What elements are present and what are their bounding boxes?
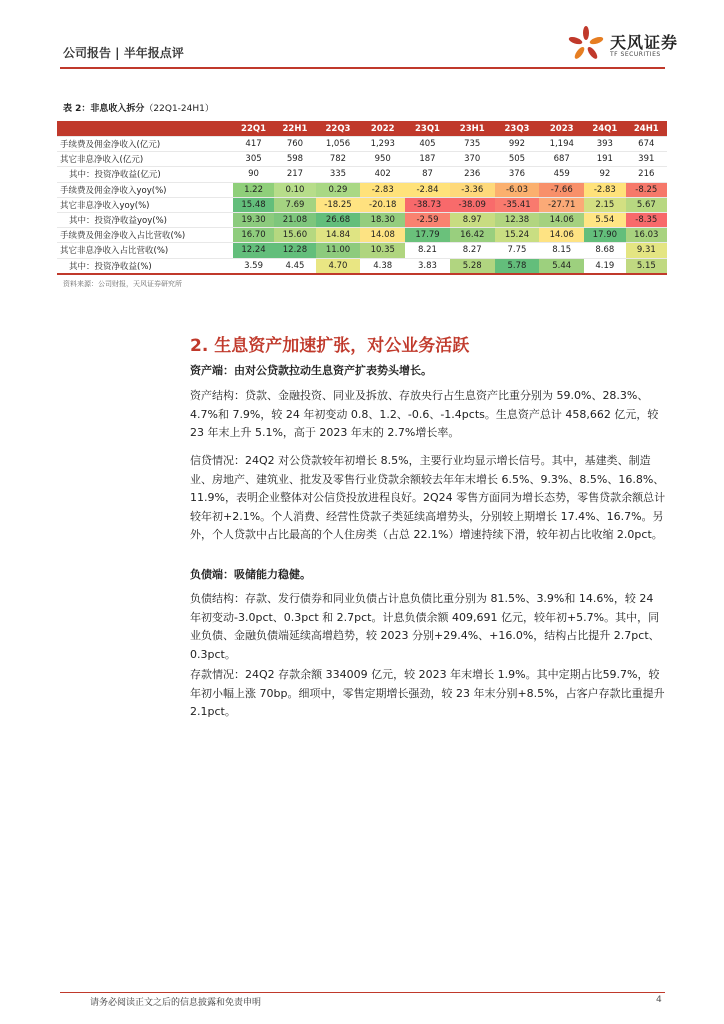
table-body <box>57 137 667 274</box>
table-cell: 598 <box>274 152 315 167</box>
logo-text-en: TF SECURITIES <box>610 51 661 58</box>
table-row <box>57 258 667 274</box>
table-cell: 459 <box>539 167 584 182</box>
table-row <box>57 137 667 152</box>
table-cell: -38.09 <box>450 197 495 212</box>
table-cell: 26.68 <box>316 212 361 227</box>
table-cell: -2.59 <box>405 212 450 227</box>
table-cell: 4.38 <box>360 258 405 274</box>
table-cell: 17.90 <box>584 228 625 243</box>
table-cell: 7.69 <box>274 197 315 212</box>
table-header-row <box>57 121 667 137</box>
table-cell: 16.03 <box>626 228 667 243</box>
table-caption-period: （22Q1-24H1） <box>144 104 214 114</box>
table-cell: 5.67 <box>626 197 667 212</box>
table-header-period: 24H1 <box>626 121 667 137</box>
table-cell: 12.38 <box>495 212 540 227</box>
row-label: 手续费及佣金净收入占比营收(%) <box>57 228 233 243</box>
asset-heading: 资产端：由对公贷款拉动生息资产扩表势头增长。 <box>190 364 432 377</box>
table-cell: 10.35 <box>360 243 405 258</box>
table-cell: 4.70 <box>316 258 361 274</box>
table-cell: -7.66 <box>539 182 584 197</box>
liability-heading: 负债端：吸储能力稳健。 <box>190 568 311 581</box>
table-cell: 217 <box>274 167 315 182</box>
table-header-label <box>57 121 233 137</box>
table-cell: -2.83 <box>584 182 625 197</box>
table-cell: 505 <box>495 152 540 167</box>
table-cell: 687 <box>539 152 584 167</box>
table-cell: 236 <box>450 167 495 182</box>
table-cell: 735 <box>450 137 495 152</box>
table-cell: 8.97 <box>450 212 495 227</box>
table-cell: 8.21 <box>405 243 450 258</box>
table-header-period: 23H1 <box>450 121 495 137</box>
table-cell: 187 <box>405 152 450 167</box>
row-label: 其中：投资净收益yoy(%) <box>57 212 233 227</box>
table-cell: 90 <box>233 167 274 182</box>
table-cell: 7.75 <box>495 243 540 258</box>
liability-structure-paragraph: 负债结构：存款、发行债券和同业负债占计息负债比重分别为 81.5%、3.9%和 14.6%，较 24 年初变动-3.0pct、0.3pct 和 2.7pct。计息负债余额 409,691 亿元，较年初+5.7%。其中，同业负债、金融负债端延续高增趋势，较 2023 分别+29.4%、+16.0%，结构占比提升 2.7pct、0.3pct。 <box>190 592 660 661</box>
table-cell: -38.73 <box>405 197 450 212</box>
table-cell: 19.30 <box>233 212 274 227</box>
table-cell: 335 <box>316 167 361 182</box>
table-cell: 8.15 <box>539 243 584 258</box>
table-cell: -8.25 <box>626 182 667 197</box>
table-cell: 760 <box>274 137 315 152</box>
table-cell: 1,194 <box>539 137 584 152</box>
table-cell: -3.36 <box>450 182 495 197</box>
table-cell: 18.30 <box>360 212 405 227</box>
table-cell: 402 <box>360 167 405 182</box>
table-cell: 14.06 <box>539 212 584 227</box>
table-cell: 15.24 <box>495 228 540 243</box>
table-cell: 87 <box>405 167 450 182</box>
table-header-period: 22Q3 <box>316 121 361 137</box>
table-cell: 950 <box>360 152 405 167</box>
row-label: 手续费及佣金净收入yoy(%) <box>57 182 233 197</box>
table-cell: 0.29 <box>316 182 361 197</box>
table-row <box>57 152 667 167</box>
table-cell: 5.28 <box>450 258 495 274</box>
non-interest-income-table <box>57 121 667 275</box>
table-header-period: 23Q1 <box>405 121 450 137</box>
table-cell: 15.48 <box>233 197 274 212</box>
table-cell: 191 <box>584 152 625 167</box>
table-cell: 1,293 <box>360 137 405 152</box>
table-cell: 4.19 <box>584 258 625 274</box>
table-cell: 14.08 <box>360 228 405 243</box>
table-cell: -2.84 <box>405 182 450 197</box>
table-cell: 216 <box>626 167 667 182</box>
table-cell: -35.41 <box>495 197 540 212</box>
table-cell: 393 <box>584 137 625 152</box>
row-label: 其中：投资净收益(%) <box>57 258 233 274</box>
row-label: 其中：投资净收益(亿元) <box>57 167 233 182</box>
table-cell: -27.71 <box>539 197 584 212</box>
table-cell: 305 <box>233 152 274 167</box>
table-cell: 12.24 <box>233 243 274 258</box>
table-cell: 16.42 <box>450 228 495 243</box>
table-cell: 370 <box>450 152 495 167</box>
table-cell: 16.70 <box>233 228 274 243</box>
table-header-period: 2022 <box>360 121 405 137</box>
row-label: 其它非息净收入占比营收(%) <box>57 243 233 258</box>
table-cell: 376 <box>495 167 540 182</box>
table-cell: 12.28 <box>274 243 315 258</box>
table-cell: 17.79 <box>405 228 450 243</box>
section-title: 2. 生息资产加速扩张，对公业务活跃 <box>190 336 470 356</box>
deposit-paragraph: 存款情况：24Q2 存款余额 334009 亿元，较 2023 年末增长 1.9%。其中定期占比59.7%，较年初小幅上涨 70bp。细项中，零售定期增长强劲，较 23 年末分别+8.5%，占客户存款比重提升 2.1pct。 <box>190 668 665 719</box>
table-cell: 992 <box>495 137 540 152</box>
table-cell: 14.84 <box>316 228 361 243</box>
table-cell: 3.83 <box>405 258 450 274</box>
table-row <box>57 182 667 197</box>
table-cell: 5.15 <box>626 258 667 274</box>
table-source: 资料来源：公司财报，天风证券研究所 <box>63 280 182 288</box>
asset-structure-paragraph: 资产结构：贷款、金融投资、同业及拆放、存放央行占生息资产比重分别为 59.0%、28.3%、4.7%和 7.9%，较 24 年初变动 0.8、1.2、-0.6、-1.4pcts。生息资产总计 458,662 亿元，较 23 年末上升 5.1%，高于 2023 年末的 2.7%增长率。 <box>190 389 659 440</box>
table-cell: 92 <box>584 167 625 182</box>
table-cell: 5.44 <box>539 258 584 274</box>
table-cell: 21.08 <box>274 212 315 227</box>
table-header-period: 23Q3 <box>495 121 540 137</box>
table-cell: -20.18 <box>360 197 405 212</box>
footer-disclaimer: 请务必阅读正文之后的信息披露和免责申明 <box>90 998 262 1008</box>
table-header-period: 22Q1 <box>233 121 274 137</box>
table-cell: 1,056 <box>316 137 361 152</box>
table-cell: 0.10 <box>274 182 315 197</box>
table-row <box>57 167 667 182</box>
report-type: 公司报告 | 半年报点评 <box>63 46 184 60</box>
table-cell: 11.00 <box>316 243 361 258</box>
table-cell: 9.31 <box>626 243 667 258</box>
table-cell: -6.03 <box>495 182 540 197</box>
table-cell: 14.06 <box>539 228 584 243</box>
table-header-period: 24Q1 <box>584 121 625 137</box>
table-cell: 3.59 <box>233 258 274 274</box>
table-cell: 391 <box>626 152 667 167</box>
table-cell: 8.68 <box>584 243 625 258</box>
table-cell: 782 <box>316 152 361 167</box>
table-cell: 405 <box>405 137 450 152</box>
table-cell: -8.35 <box>626 212 667 227</box>
table-row <box>57 212 667 227</box>
table-caption <box>63 101 214 114</box>
row-label: 其它非息净收入yoy(%) <box>57 197 233 212</box>
credit-paragraph: 信贷情况：24Q2 对公贷款较年初增长 8.5%，主要行业均显示增长信号。其中，基建类、制造业、房地产、建筑业、批发及零售行业贷款余额较去年年末增长 6.5%、9.3%、8.5%、16.8%、11.9%，表明企业整体对公信贷投放进程良好。2Q24 零售方面同为增长态势，零售贷款余额总计较年初+2.1%。个人消费、经营性贷款子类延续高增势头，分别较上期增长 17.4%、16.7%。另外，个人贷款中占比最高的个人住房类（占总 22.1%）增速持续下滑，较年初占比收缩 2.0pct。 <box>190 454 666 542</box>
table-cell: 15.60 <box>274 228 315 243</box>
table-cell: 2.15 <box>584 197 625 212</box>
header-divider <box>60 67 665 69</box>
table-cell: 4.45 <box>274 258 315 274</box>
table-cell: -18.25 <box>316 197 361 212</box>
table-cell: 5.78 <box>495 258 540 274</box>
row-label: 手续费及佣金净收入(亿元) <box>57 137 233 152</box>
logo-text-cn: 天风证券 <box>610 33 679 52</box>
table-cell: 8.27 <box>450 243 495 258</box>
table-cell: 417 <box>233 137 274 152</box>
table-header-period: 2023 <box>539 121 584 137</box>
table-header-period: 22H1 <box>274 121 315 137</box>
row-label: 其它非息净收入(亿元) <box>57 152 233 167</box>
footer-divider <box>60 992 665 993</box>
table-row <box>57 197 667 212</box>
table-cell: 674 <box>626 137 667 152</box>
table-cell: 5.54 <box>584 212 625 227</box>
table-row <box>57 228 667 243</box>
page-number: 4 <box>656 995 662 1005</box>
table-cell: -2.83 <box>360 182 405 197</box>
table-row <box>57 243 667 258</box>
table-caption-title: 表 2：非息收入拆分 <box>63 104 145 114</box>
table-cell: 1.22 <box>233 182 274 197</box>
